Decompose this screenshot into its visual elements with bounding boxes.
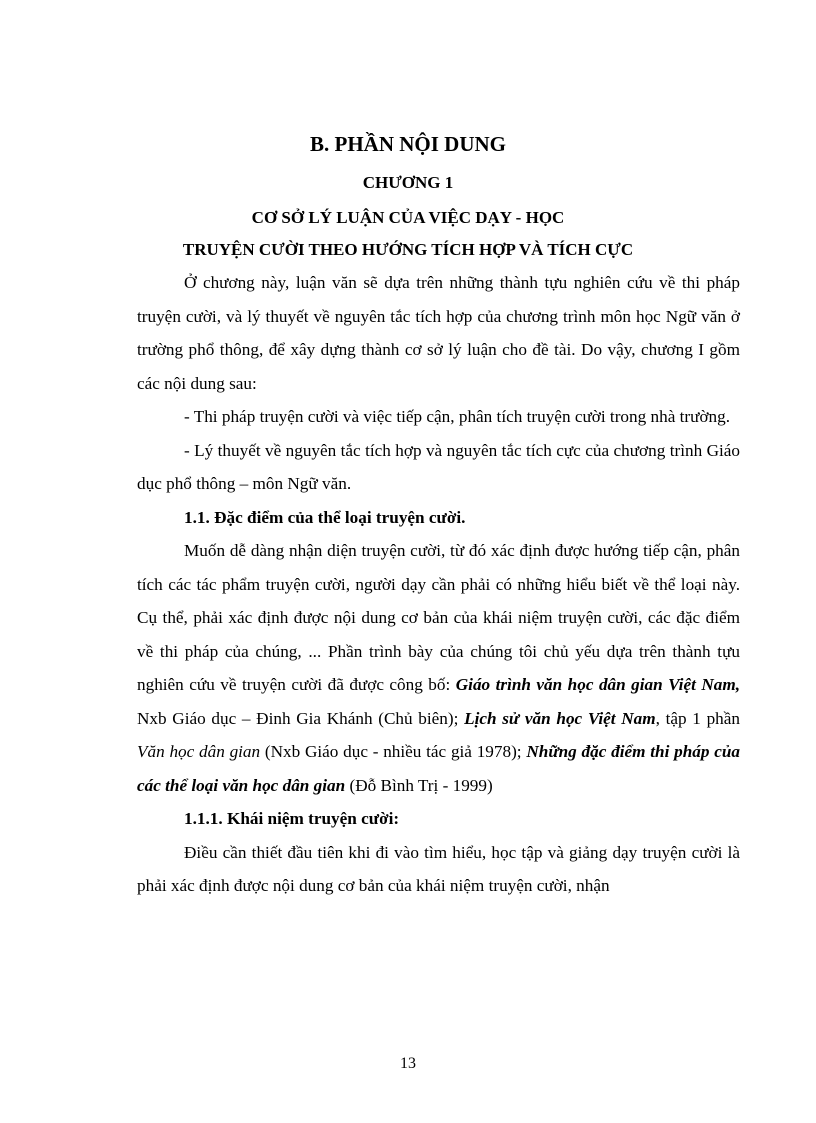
paragraph-text: (Đỗ Bình Trị - 1999) xyxy=(345,775,493,795)
content-bullet-1: - Thi pháp truyện cười và việc tiếp cận, phân tích truyện cười trong nhà trường. xyxy=(184,407,731,426)
section-heading-1-1: 1.1. Đặc điểm của thể loại truyện cười. xyxy=(184,507,466,527)
body-text xyxy=(137,266,740,903)
reference-title: Lịch sử văn học Việt Nam xyxy=(464,708,656,728)
page-number: 13 xyxy=(400,1055,416,1072)
reference-title: Văn học dân gian xyxy=(137,742,261,761)
paragraph-text: Nxb Giáo dục – Đinh Gia Khánh (Chủ biên); xyxy=(137,708,465,728)
content-bullet-2: - Lý thuyết về nguyên tắc tích hợp và nguyên tắc tích cực của chương trình Giáo dục phổ thông – môn Ngữ văn. xyxy=(137,440,740,493)
reference-title: Giáo trình văn học dân gian Việt Nam, xyxy=(455,675,740,694)
section-heading-1-1-1: 1.1.1. Khái niệm truyện cười: xyxy=(184,809,400,828)
paragraph-text: (Nxb Giáo dục - nhiều tác giả 1978); xyxy=(260,742,527,761)
intro-paragraph: Ở chương này, luận văn sẽ dựa trên những thành tựu nghiên cứu về thi pháp truyện cười, và lý thuyết về nguyên tắc tích hợp của chương trình môn học Ngữ văn ở trường phổ thông, để xây dựng thành cơ sở lý luận cho đề tài. Do vậy, chương I gồm các nội dung sau: xyxy=(137,273,740,393)
paragraph-text: Muốn dễ dàng nhận diện truyện cười, từ đó xác định được hướng tiếp cận, phân tích các tác phẩm truyện cười, người dạy cần phải có những hiểu biết về thể loại này. Cụ thể, phải xác định được nội dung cơ bản của khái niệm truyện cười, các đặc điểm về thi pháp của chúng, ... Phần trình bày của chúng tôi chủ yếu dựa trên thành tựu nghiên cứu về truyện cười đã được công bố: xyxy=(137,541,740,694)
paragraph-text: , tập 1 phần xyxy=(655,708,740,728)
page-title: B. PHẦN NỘI DUNG xyxy=(309,132,506,156)
chapter-label: CHƯƠNG 1 xyxy=(362,173,454,192)
chapter-subtitle-line-2: TRUYỆN CƯỜI THEO HƯỚNG TÍCH HỢP VÀ TÍCH CỰC xyxy=(182,240,634,259)
reference-title: Những đặc điểm thi pháp của các thể loại văn học dân gian xyxy=(137,742,740,795)
section-1-1-paragraph xyxy=(137,534,740,802)
section-1-1-1-paragraph: Điều cần thiết đầu tiên khi đi vào tìm hiểu, học tập và giảng dạy truyện cười là phải xác định được nội dung cơ bản của khái niệm truyện cười, nhận xyxy=(137,842,740,895)
chapter-subtitle-line-1: CƠ SỞ LÝ LUẬN CỦA VIỆC DẠY - HỌC xyxy=(251,208,565,227)
